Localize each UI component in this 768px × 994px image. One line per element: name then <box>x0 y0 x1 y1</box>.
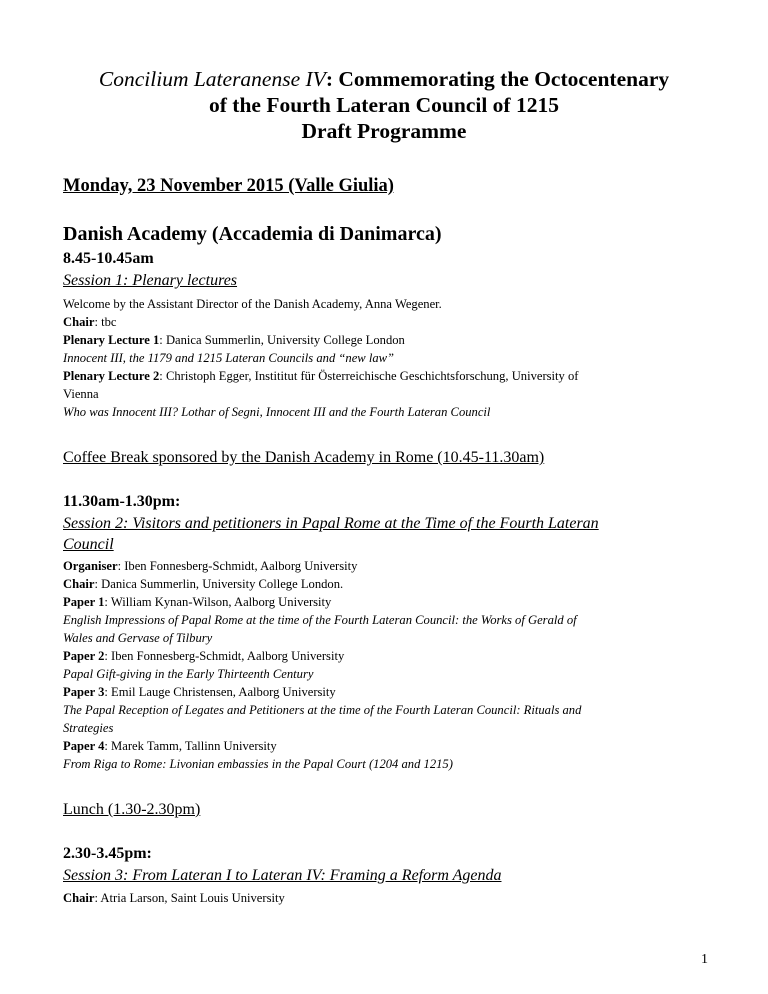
plenary-1-speaker: : Danica Summerlin, University College London <box>159 333 405 347</box>
plenary-lecture-2 <box>63 367 708 385</box>
paper-1-label: Paper 1 <box>63 595 105 609</box>
session-3-title: Session 3: From Lateran I to Lateran IV: Framing a Reform Agenda <box>63 867 502 884</box>
chair-value: : Danica Summerlin, University College London. <box>94 577 344 591</box>
title-italic: Concilium Lateranense IV <box>98 67 326 91</box>
paper-4-label: Paper 4 <box>63 739 105 753</box>
paper-1-speaker: : William Kynan-Wilson, Aalborg University <box>104 595 332 609</box>
paper-3-title-line-1: The Papal Reception of Legates and Petitioners at the time of the Fourth Lateran Council: Rituals and <box>63 703 582 717</box>
paper-1-title-line-2: Wales and Gervase of Tilbury <box>63 631 213 645</box>
chair-value: : tbc <box>94 315 117 329</box>
chair-label: Chair <box>63 577 95 591</box>
paper-4-speaker: : Marek Tamm, Tallinn University <box>104 739 277 753</box>
venue-heading: Danish Academy (Accademia di Danimarca) <box>63 223 442 245</box>
paper-3 <box>63 683 708 701</box>
paper-2-speaker: : Iben Fonnesberg-Schmidt, Aalborg University <box>104 649 345 663</box>
session-3-time: 2.30-3.45pm: <box>63 845 152 862</box>
chair-value: : Atria Larson, Saint Louis University <box>94 891 285 905</box>
plenary-2-label: Plenary Lecture 2 <box>63 369 160 383</box>
paper-1 <box>63 593 708 611</box>
chair-label: Chair <box>63 891 95 905</box>
session-2-chair <box>63 575 708 593</box>
paper-2-title: Papal Gift-giving in the Early Thirteenth Century <box>63 667 314 681</box>
plenary-1-title: Innocent III, the 1179 and 1215 Lateran Councils and “new law” <box>63 351 395 365</box>
page-number: 1 <box>701 952 708 967</box>
paper-4 <box>63 737 708 755</box>
session-1-title: Session 1: Plenary lectures <box>63 272 238 289</box>
day-heading: Monday, 23 November 2015 (Valle Giulia) <box>63 176 394 196</box>
paper-3-title-line-2: Strategies <box>63 721 114 735</box>
programme-title-line-3: Draft Programme <box>301 119 467 143</box>
plenary-2-speaker-cont: Vienna <box>63 387 99 401</box>
session-1-chair <box>63 313 708 331</box>
paper-1-title-line-1: English Impressions of Papal Rome at the time of the Fourth Lateran Council: the Works of Gerald of <box>63 613 577 627</box>
organiser-label: Organiser <box>63 559 118 573</box>
session-2-time: 11.30am-1.30pm: <box>63 493 181 510</box>
plenary-lecture-1 <box>63 331 708 349</box>
programme-title-line-1 <box>0 66 768 92</box>
session-2-title-line-1: Session 2: Visitors and petitioners in Papal Rome at the Time of the Fourth Lateran <box>63 515 599 532</box>
title-rest: : Commemorating the Octocentenary <box>325 67 670 91</box>
lunch-break: Lunch (1.30-2.30pm) <box>63 801 201 818</box>
welcome-line: Welcome by the Assistant Director of the Danish Academy, Anna Wegener. <box>63 297 442 311</box>
plenary-2-speaker: : Christoph Egger, Instititut für Österreichische Geschichtsforschung, University of <box>159 369 579 383</box>
session-3-chair <box>63 889 708 907</box>
session-2-title-line-2: Council <box>63 536 114 553</box>
plenary-2-title: Who was Innocent III? Lothar of Segni, Innocent III and the Fourth Lateran Council <box>63 405 491 419</box>
paper-3-label: Paper 3 <box>63 685 105 699</box>
chair-label: Chair <box>63 315 95 329</box>
programme-title-line-2: of the Fourth Lateran Council of 1215 <box>209 93 559 117</box>
coffee-break: Coffee Break sponsored by the Danish Academy in Rome (10.45-11.30am) <box>63 449 545 466</box>
paper-2-label: Paper 2 <box>63 649 105 663</box>
organiser-value: : Iben Fonnesberg-Schmidt, Aalborg University <box>117 559 358 573</box>
paper-2 <box>63 647 708 665</box>
paper-4-title: From Riga to Rome: Livonian embassies in the Papal Court (1204 and 1215) <box>63 757 453 771</box>
session-2-organiser <box>63 557 708 575</box>
plenary-1-label: Plenary Lecture 1 <box>63 333 160 347</box>
paper-3-speaker: : Emil Lauge Christensen, Aalborg University <box>104 685 336 699</box>
session-1-time: 8.45-10.45am <box>63 250 154 267</box>
